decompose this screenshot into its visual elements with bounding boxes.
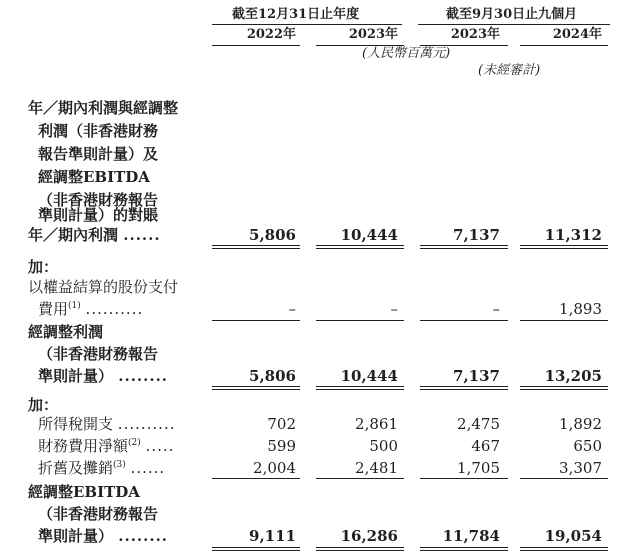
adj-ebitda-2023-year: 16,286 — [340, 527, 398, 545]
adj-profit-line3: 準則計量） ........ — [38, 367, 169, 385]
profit-rule-4a — [520, 245, 608, 246]
adj-ebitda-line3: 準則計量） ........ — [38, 527, 169, 545]
col-rule-1 — [212, 45, 300, 46]
section1-title-line3: 報告準則計量）及 — [38, 145, 159, 163]
header-year-rule — [212, 24, 402, 25]
ebitda-rule-3b — [420, 550, 508, 551]
col-rule-4 — [520, 45, 608, 46]
dep-rule-4 — [520, 478, 608, 479]
unit-label: (人民幣百萬元) — [362, 46, 451, 61]
adj-ebitda-line1: 經調整EBITDA — [28, 483, 140, 501]
profit-rule-2b — [316, 248, 404, 249]
profit-2023-year: 10,444 — [340, 226, 398, 244]
sbc-rule-4 — [520, 320, 608, 321]
ebitda-rule-3a — [420, 547, 508, 548]
ebitda-rule-1b — [212, 550, 300, 551]
profit-rule-3a — [420, 245, 508, 246]
section1-title-line1: 年／期內利潤與經調整 — [28, 99, 179, 117]
adj-profit-rule-1b — [212, 389, 300, 390]
unaudited-label: (未經審計) — [478, 63, 541, 78]
adj-profit-rule-2b — [316, 389, 404, 390]
finance-2024: 650 — [573, 437, 602, 455]
depreciation-2022: 2,004 — [253, 459, 296, 477]
col-2023-nine: 2023年 — [450, 27, 500, 42]
profit-rule-4b — [520, 248, 608, 249]
tax-2022: 702 — [267, 415, 296, 433]
sbc-2023-nine: – — [492, 300, 500, 318]
ebitda-rule-1a — [212, 547, 300, 548]
finance-cost-label: 財務費用淨額$^{(2)}$ ..... — [38, 437, 175, 455]
sbc-rule-3 — [420, 320, 508, 321]
ebitda-rule-2b — [316, 550, 404, 551]
adj-profit-rule-4b — [520, 389, 608, 390]
adj-profit-rule-1a — [212, 386, 300, 387]
sbc-2024: 1,893 — [559, 300, 602, 318]
header-nine-month-group: 截至9月30日止九個月 — [446, 7, 578, 22]
header-year-group: 截至12月31日止年度 — [232, 7, 360, 22]
depreciation-2023-year: 2,481 — [355, 459, 398, 477]
header-nine-rule — [418, 24, 610, 25]
section1-title-line4: 經調整EBITDA — [38, 168, 150, 186]
profit-2024: 11,312 — [544, 226, 602, 244]
col-2024: 2024年 — [552, 27, 602, 42]
finance-2023-year: 500 — [369, 437, 398, 455]
adj-profit-line2: （非香港財務報告 — [38, 345, 159, 363]
section1-title-line2: 利潤（非香港財務 — [38, 122, 159, 140]
finance-footnote: (2) — [128, 438, 141, 448]
adj-ebitda-2023-nine: 11,784 — [442, 527, 500, 545]
adj-profit-rule-3a — [420, 386, 508, 387]
add-label-2: 加： — [28, 396, 59, 414]
tax-2023-nine: 2,475 — [457, 415, 500, 433]
adj-profit-2023-nine: 7,137 — [453, 367, 500, 385]
tax-2024: 1,892 — [559, 415, 602, 433]
profit-rule-2a — [316, 245, 404, 246]
adj-profit-rule-4a — [520, 386, 608, 387]
sbc-rule-1 — [212, 320, 300, 321]
col-2022: 2022年 — [246, 27, 296, 42]
tax-2023-year: 2,861 — [355, 415, 398, 433]
sbc-label-line1: 以權益結算的股份支付 — [28, 278, 179, 296]
ebitda-rule-2a — [316, 547, 404, 548]
profit-2022: 5,806 — [249, 226, 296, 244]
profit-row-label: 年／期內利潤 ...... — [28, 226, 161, 244]
ebitda-rule-4a — [520, 547, 608, 548]
depreciation-label: 折舊及攤銷$^{(3)}$ ...... — [38, 459, 166, 477]
finance-2022: 599 — [267, 437, 296, 455]
finance-2023-nine: 467 — [471, 437, 500, 455]
profit-rule-1a — [212, 245, 300, 246]
sbc-2023-year: – — [390, 300, 398, 318]
adj-ebitda-2022: 9,111 — [249, 527, 296, 545]
col-2023-year: 2023年 — [348, 27, 398, 42]
ebitda-rule-4b — [520, 550, 608, 551]
adj-profit-2022: 5,806 — [249, 367, 296, 385]
adj-profit-2024: 13,205 — [544, 367, 602, 385]
dep-rule-1 — [212, 478, 300, 479]
adj-ebitda-line2: （非香港財務報告 — [38, 505, 159, 523]
add-label-1: 加： — [28, 258, 59, 276]
sbc-2022: – — [288, 300, 296, 318]
depreciation-2024: 3,307 — [559, 459, 602, 477]
dep-rule-2 — [316, 478, 404, 479]
tax-label: 所得稅開支 .......... — [38, 415, 176, 433]
sbc-label-line2: 費用$^{(1)}$ .......... — [38, 300, 144, 318]
sbc-footnote: (1) — [68, 301, 81, 311]
depreciation-2023-nine: 1,705 — [457, 459, 500, 477]
section1-title-line5: （非香港財務報告 — [38, 191, 159, 209]
adj-profit-2023-year: 10,444 — [340, 367, 398, 385]
depreciation-footnote: (3) — [113, 460, 126, 470]
sbc-rule-2 — [316, 320, 404, 321]
adj-profit-rule-3b — [420, 389, 508, 390]
adj-ebitda-2024: 19,054 — [544, 527, 602, 545]
adj-profit-line1: 經調整利潤 — [28, 323, 104, 341]
dep-rule-3 — [420, 478, 508, 479]
profit-rule-1b — [212, 248, 300, 249]
section1-title-line6: 準則計量）的對賬 — [38, 206, 159, 224]
profit-2023-nine: 7,137 — [453, 226, 500, 244]
profit-rule-3b — [420, 248, 508, 249]
adj-profit-rule-2a — [316, 386, 404, 387]
